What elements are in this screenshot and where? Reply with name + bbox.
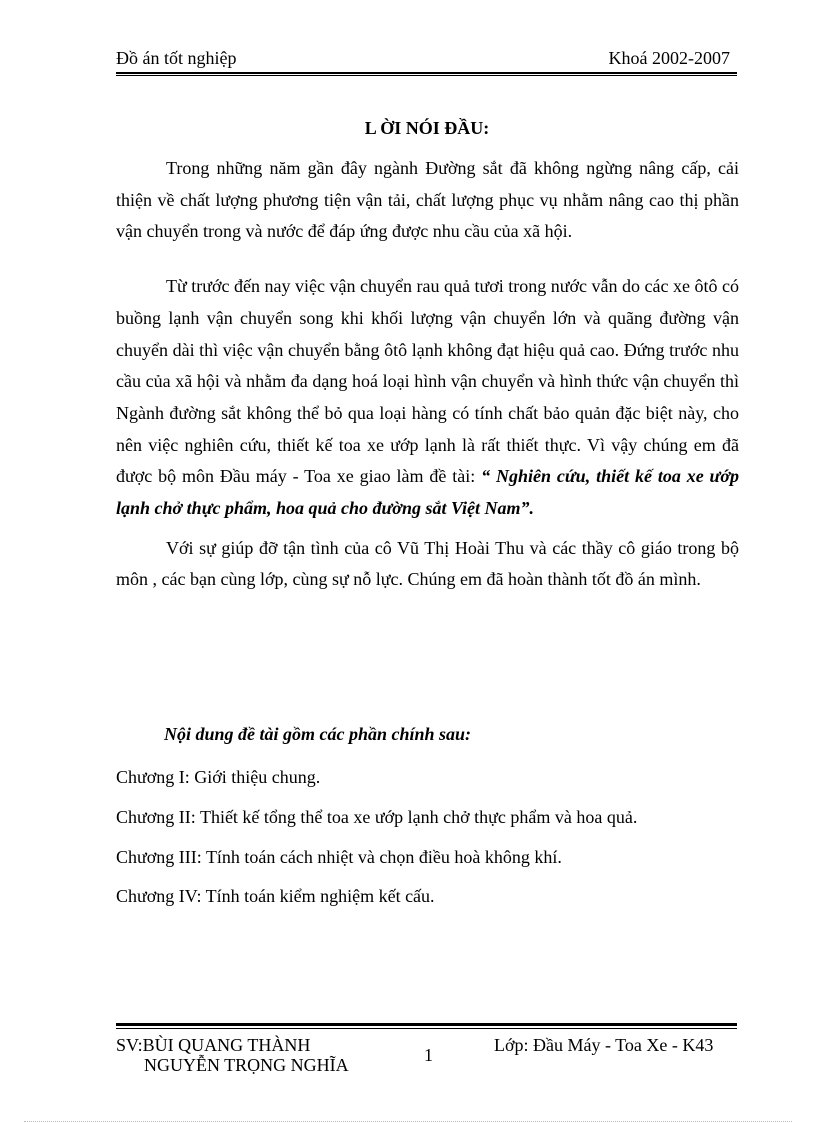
paragraph-acknowledgement: Với sự giúp đỡ tận tình của cô Vũ Thị Hoài Thu và các thầy cô giáo trong bộ môn , các bạn cùng lớp, cùng sự nỗ lực. Chúng em đã hoàn thành tốt đồ án mình.	[116, 537, 739, 590]
footer-student-2: NGUYỄN TRỌNG NGHĨA	[144, 1055, 349, 1075]
chapter-item: Chương I: Giới thiệu chung.	[116, 767, 321, 787]
page-number: 1	[424, 1045, 433, 1065]
chapter-item: Chương II: Thiết kế tổng thể toa xe ướp lạnh chở thực phẩm và hoa quả.	[116, 807, 638, 827]
page-edge-divider	[24, 1121, 792, 1122]
paragraph-background-text: Từ trước đến nay việc vận chuyển rau quả tươi trong nước vẫn do các xe ôtô có buồng lạnh vận chuyển song khi khối lượng vận chuyển lớn và quãng đường vận chuyển dài thì việc vận chuyển bằng ôtô lạnh không đạt hiệu quả cao. Đứng trước nhu cầu của xã hội và nhằm đa dạng hoá loại hình vận chuyển và hình thức vận chuyển thì Ngành đường sắt không thể bỏ qua loại hàng có tính chất bảo quản đặc biệt này, cho nên việc nghiên cứu, thiết kế toa xe ướp lạnh là rất thiết thực. Vì vậy chúng em đã được bộ môn Đầu máy - Toa xe giao làm đề tài:	[116, 276, 739, 487]
thesis-topic: “ Nghiên cứu, thiết kế toa xe ướp lạnh chở thực phẩm, hoa quả cho đường sắt Việt Nam”.	[116, 466, 740, 519]
section-heading: Nội dung đề tài gồm các phần chính sau:	[164, 724, 472, 744]
page-header	[116, 48, 738, 74]
paragraph-intro: Trong những năm gần đây ngành Đường sắt đã không ngừng nâng cấp, cải thiện về chất lượng phương tiện vận tải, chất lượng phục vụ nhằm nâng cao thị phần vận chuyển trong và nước để đáp ứng được nhu cầu của xã hội.	[116, 158, 739, 242]
header-document-type: Đồ án tốt nghiệp	[116, 48, 237, 68]
footer-rule-thick	[116, 1023, 737, 1026]
header-course-years: Khoá 2002-2007	[608, 48, 730, 68]
chapter-item: Chương IV: Tính toán kiểm nghiệm kết cấu.	[116, 886, 435, 906]
header-rule-thick	[116, 72, 737, 74]
chapter-item: Chương III: Tính toán cách nhiệt và chọn điều hoà không khí.	[116, 847, 562, 867]
page-title: L ỜI NÓI ĐẦU:	[364, 118, 490, 138]
preface-body	[116, 153, 739, 596]
paragraph-background	[116, 271, 739, 525]
footer-class: Lớp: Đầu Máy - Toa Xe - K43	[494, 1035, 714, 1055]
footer-student-1: SV:BÙI QUANG THÀNH	[116, 1035, 311, 1055]
footer-rule-thin	[116, 1028, 737, 1029]
header-rule-thin	[116, 75, 737, 76]
